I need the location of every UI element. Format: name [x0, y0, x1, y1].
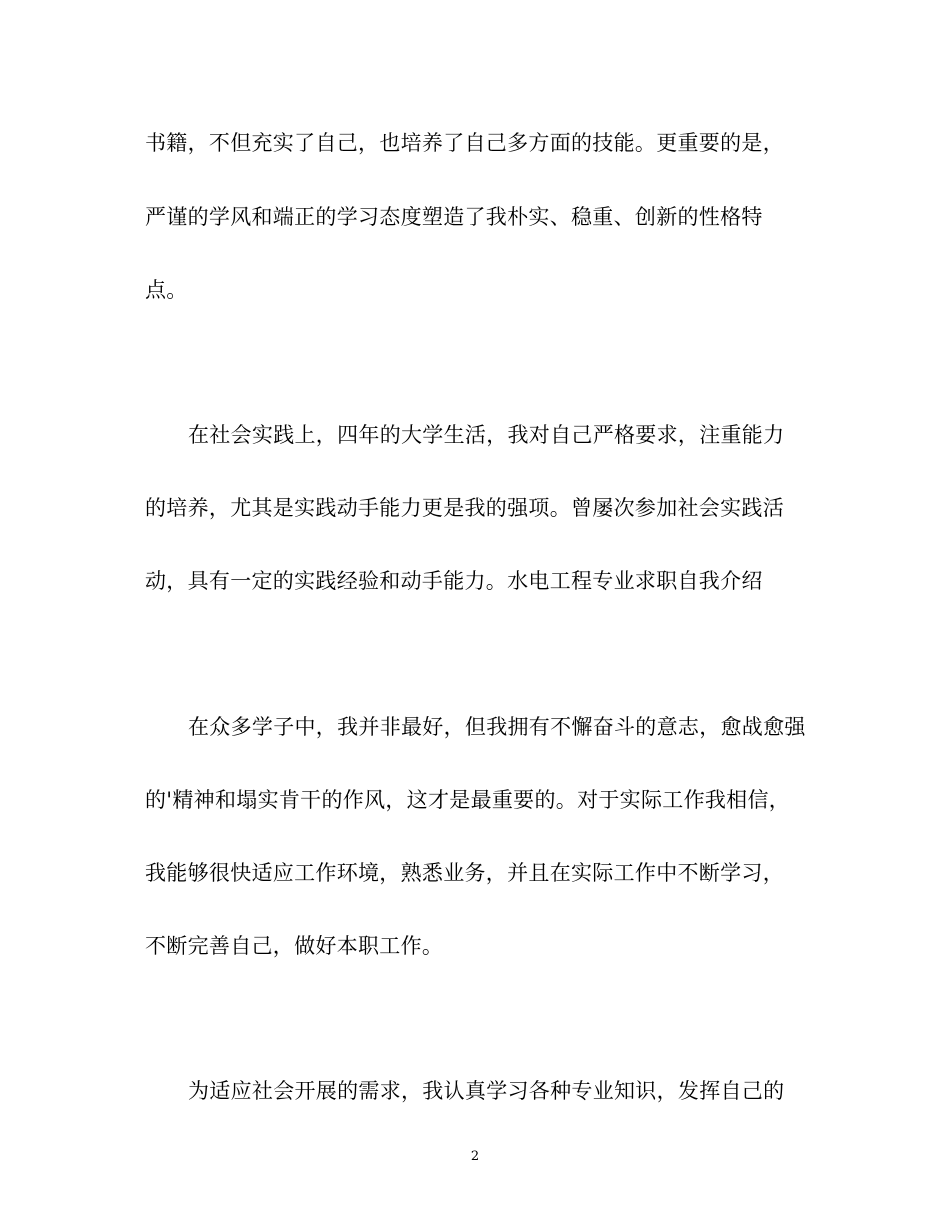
text-line: 的'精神和塌实肯干的作风，这才是最重要的。对于实际工作我相信，	[145, 788, 791, 812]
page-number: 2	[470, 1149, 480, 1164]
text-line: 点。	[145, 278, 188, 302]
text-line: 严谨的学风和端正的学习态度塑造了我朴实、稳重、创新的性格特	[145, 205, 763, 229]
text-line: 动，具有一定的实践经验和动手能力。水电工程专业求职自我介绍	[145, 569, 763, 593]
text-line: 我能够很快适应工作环境，熟悉业务，并且在实际工作中不断学习，	[145, 861, 784, 885]
text-line: 不断完善自己，做好本职工作。	[145, 934, 444, 958]
text-line: 书籍，不但充实了自己，也培养了自己多方面的技能。更重要的是，	[145, 131, 784, 155]
text-line: 为适应社会开展的需求，我认真学习各种专业知识，发挥自己的	[188, 1079, 785, 1103]
text-line: 在众多学子中，我并非最好，但我拥有不懈奋斗的意志，愈战愈强	[188, 715, 806, 739]
text-line: 的培养，尤其是实践动手能力更是我的强项。曾屡次参加社会实践活	[145, 496, 784, 520]
text-line: 在社会实践上，四年的大学生活，我对自己严格要求，注重能力	[188, 423, 785, 447]
